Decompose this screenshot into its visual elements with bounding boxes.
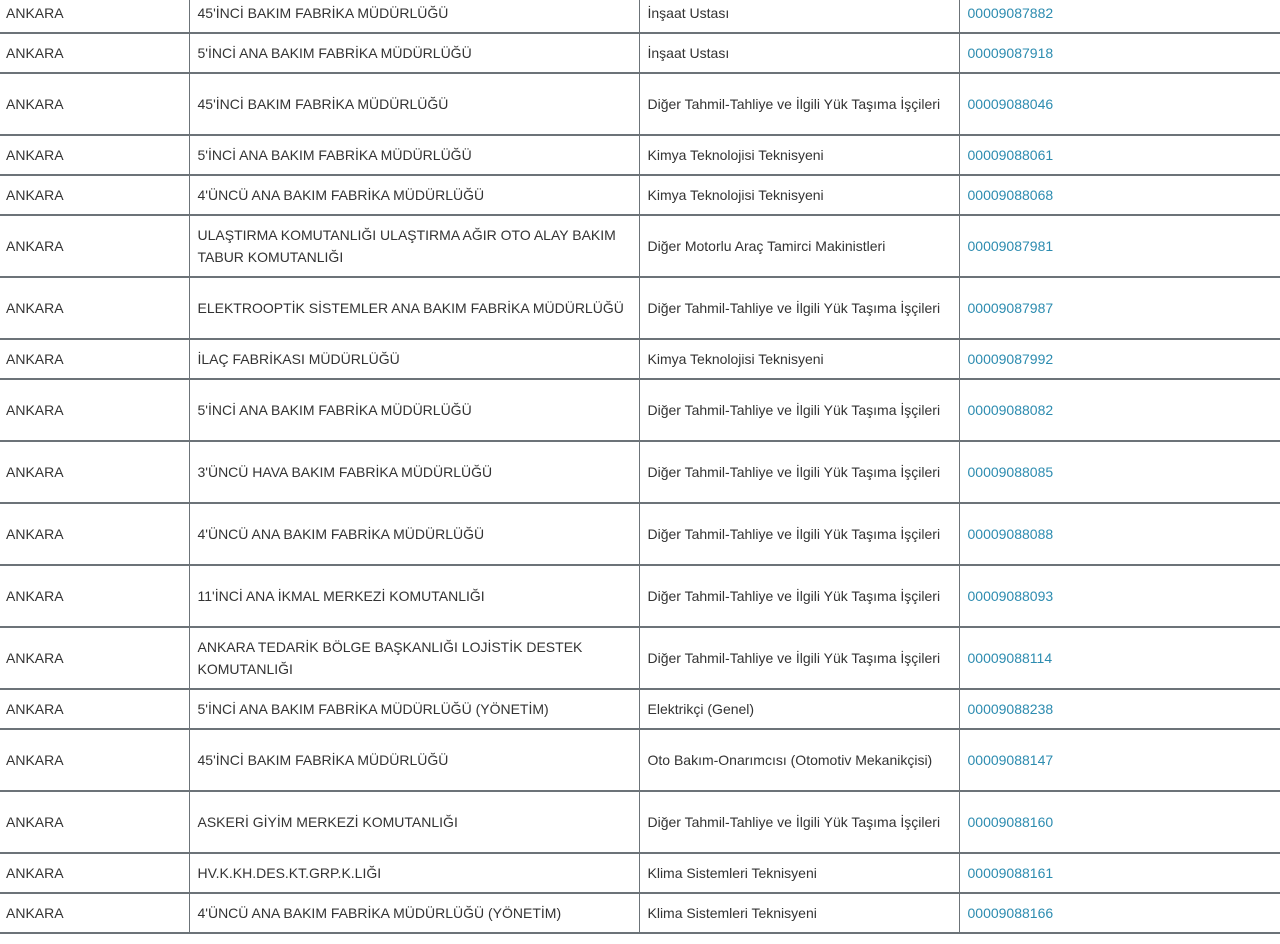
table-row [0,689,1280,729]
institution-cell: ANKARA TEDARİK BÖLGE BAŞKANLIĞI LOJİSTİK DESTEK KOMUTANLIĞI [189,627,639,689]
listing-number-link[interactable]: 00009088093 [967,588,1054,604]
province-cell: ANKARA [6,588,64,604]
listing-number-link[interactable]: 00009088061 [967,147,1054,163]
listing-number-link[interactable]: 00009087987 [967,300,1054,316]
institution-cell: 5'İNCİ ANA BAKIM FABRİKA MÜDÜRLÜĞÜ [189,135,639,175]
province-cell: ANKARA [6,45,64,61]
listing-number-cell [959,791,1280,853]
institution-cell: 3'ÜNCÜ HAVA BAKIM FABRİKA MÜDÜRLÜĞÜ [189,441,639,503]
table-row [0,627,1280,689]
institution-cell: 4'ÜNCÜ ANA BAKIM FABRİKA MÜDÜRLÜĞÜ [189,175,639,215]
province-cell: ANKARA [6,300,64,316]
province-cell: ANKARA [6,650,64,666]
listing-number-cell [959,175,1280,215]
occupation-cell: Diğer Tahmil-Tahliye ve İlgili Yük Taşıma İşçileri [639,379,959,441]
listing-number-cell [959,729,1280,791]
listing-number-link[interactable]: 00009088088 [967,526,1054,542]
institution-cell: ELEKTROOPTİK SİSTEMLER ANA BAKIM FABRİKA MÜDÜRLÜĞÜ [189,277,639,339]
table-row [0,893,1280,933]
institution-cell: 45'İNCİ BAKIM FABRİKA MÜDÜRLÜĞÜ [189,73,639,135]
institution-cell: 45'İNCİ BAKIM FABRİKA MÜDÜRLÜĞÜ [189,0,639,33]
listing-number-link[interactable]: 00009088238 [967,701,1054,717]
province-cell: ANKARA [6,526,64,542]
listing-number-cell [959,689,1280,729]
occupation-cell: Kimya Teknolojisi Teknisyeni [639,339,959,379]
province-cell: ANKARA [6,701,64,717]
occupation-cell: Diğer Tahmil-Tahliye ve İlgili Yük Taşıma İşçileri [639,627,959,689]
institution-cell: 5'İNCİ ANA BAKIM FABRİKA MÜDÜRLÜĞÜ [189,33,639,73]
institution-cell: İLAÇ FABRİKASI MÜDÜRLÜĞÜ [189,339,639,379]
province-cell: ANKARA [6,351,64,367]
table-row [0,175,1280,215]
listing-number-link[interactable]: 00009088085 [967,464,1054,480]
table-row [0,135,1280,175]
occupation-cell: Kimya Teknolojisi Teknisyeni [639,175,959,215]
occupation-cell: Elektrikçi (Genel) [639,689,959,729]
province-cell: ANKARA [6,814,64,830]
listing-number-link[interactable]: 00009088082 [967,402,1054,418]
institution-cell: 5'İNCİ ANA BAKIM FABRİKA MÜDÜRLÜĞÜ (YÖNETİM) [189,689,639,729]
province-cell: ANKARA [6,238,64,254]
institution-cell: 11'İNCİ ANA İKMAL MERKEZİ KOMUTANLIĞI [189,565,639,627]
occupation-cell: Diğer Tahmil-Tahliye ve İlgili Yük Taşıma İşçileri [639,791,959,853]
listing-number-cell [959,73,1280,135]
listing-number-link[interactable]: 00009088068 [967,187,1054,203]
listing-number-link[interactable]: 00009088166 [967,905,1054,921]
province-cell: ANKARA [6,905,64,921]
listing-number-cell [959,893,1280,933]
table-row [0,33,1280,73]
occupation-cell: Diğer Tahmil-Tahliye ve İlgili Yük Taşıma İşçileri [639,565,959,627]
listing-number-cell [959,853,1280,893]
occupation-cell: Diğer Motorlu Araç Tamirci Makinistleri [639,215,959,277]
listing-number-cell [959,379,1280,441]
occupation-cell: Kimya Teknolojisi Teknisyeni [639,135,959,175]
occupation-cell: Klima Sistemleri Teknisyeni [639,893,959,933]
table-row [0,441,1280,503]
listing-number-link[interactable]: 00009087918 [967,45,1054,61]
institution-cell: ULAŞTIRMA KOMUTANLIĞI ULAŞTIRMA AĞIR OTO ALAY BAKIM TABUR KOMUTANLIĞI [189,215,639,277]
listing-number-cell [959,565,1280,627]
occupation-cell: Diğer Tahmil-Tahliye ve İlgili Yük Taşıma İşçileri [639,277,959,339]
province-cell: ANKARA [6,402,64,418]
table-row [0,277,1280,339]
listing-number-link[interactable]: 00009087981 [967,238,1054,254]
listing-number-link[interactable]: 00009088114 [967,650,1053,666]
province-cell: ANKARA [6,187,64,203]
province-cell: ANKARA [6,96,64,112]
listing-number-cell [959,135,1280,175]
listing-number-cell [959,441,1280,503]
institution-cell: HV.K.KH.DES.KT.GRP.K.LIĞI [189,853,639,893]
occupation-cell: Diğer Tahmil-Tahliye ve İlgili Yük Taşıma İşçileri [639,73,959,135]
table-row [0,565,1280,627]
listing-number-cell [959,0,1280,33]
institution-cell: 45'İNCİ BAKIM FABRİKA MÜDÜRLÜĞÜ [189,729,639,791]
occupation-cell: Diğer Tahmil-Tahliye ve İlgili Yük Taşıma İşçileri [639,441,959,503]
province-cell: ANKARA [6,5,64,21]
listing-number-cell [959,503,1280,565]
table-row [0,339,1280,379]
table-row [0,853,1280,893]
listing-number-cell [959,33,1280,73]
listing-number-cell [959,339,1280,379]
occupation-cell: Diğer Tahmil-Tahliye ve İlgili Yük Taşıma İşçileri [639,503,959,565]
listing-number-link[interactable]: 00009088147 [967,752,1054,768]
table-row [0,0,1280,33]
listing-number-link[interactable]: 00009087992 [967,351,1054,367]
listing-number-cell [959,215,1280,277]
institution-cell: 5'İNCİ ANA BAKIM FABRİKA MÜDÜRLÜĞÜ [189,379,639,441]
institution-cell: 4'ÜNCÜ ANA BAKIM FABRİKA MÜDÜRLÜĞÜ [189,503,639,565]
province-cell: ANKARA [6,147,64,163]
province-cell: ANKARA [6,464,64,480]
institution-cell: 4'ÜNCÜ ANA BAKIM FABRİKA MÜDÜRLÜĞÜ (YÖNETİM) [189,893,639,933]
table-row [0,503,1280,565]
province-cell: ANKARA [6,752,64,768]
institution-cell: ASKERİ GİYİM MERKEZİ KOMUTANLIĞI [189,791,639,853]
occupation-cell: İnşaat Ustası [639,0,959,33]
table-row [0,215,1280,277]
occupation-cell: Oto Bakım-Onarımcısı (Otomotiv Mekanikçisi) [639,729,959,791]
listing-number-link[interactable]: 00009088160 [967,814,1054,830]
table-row [0,729,1280,791]
listing-number-cell [959,277,1280,339]
occupation-cell: İnşaat Ustası [639,33,959,73]
listing-number-cell [959,627,1280,689]
listing-number-link[interactable]: 00009087882 [967,5,1054,21]
table-row [0,73,1280,135]
table-row [0,791,1280,853]
listing-number-link[interactable]: 00009088046 [967,96,1054,112]
table-row [0,379,1280,441]
province-cell: ANKARA [6,865,64,881]
listing-number-link[interactable]: 00009088161 [967,865,1054,881]
occupation-cell: Klima Sistemleri Teknisyeni [639,853,959,893]
